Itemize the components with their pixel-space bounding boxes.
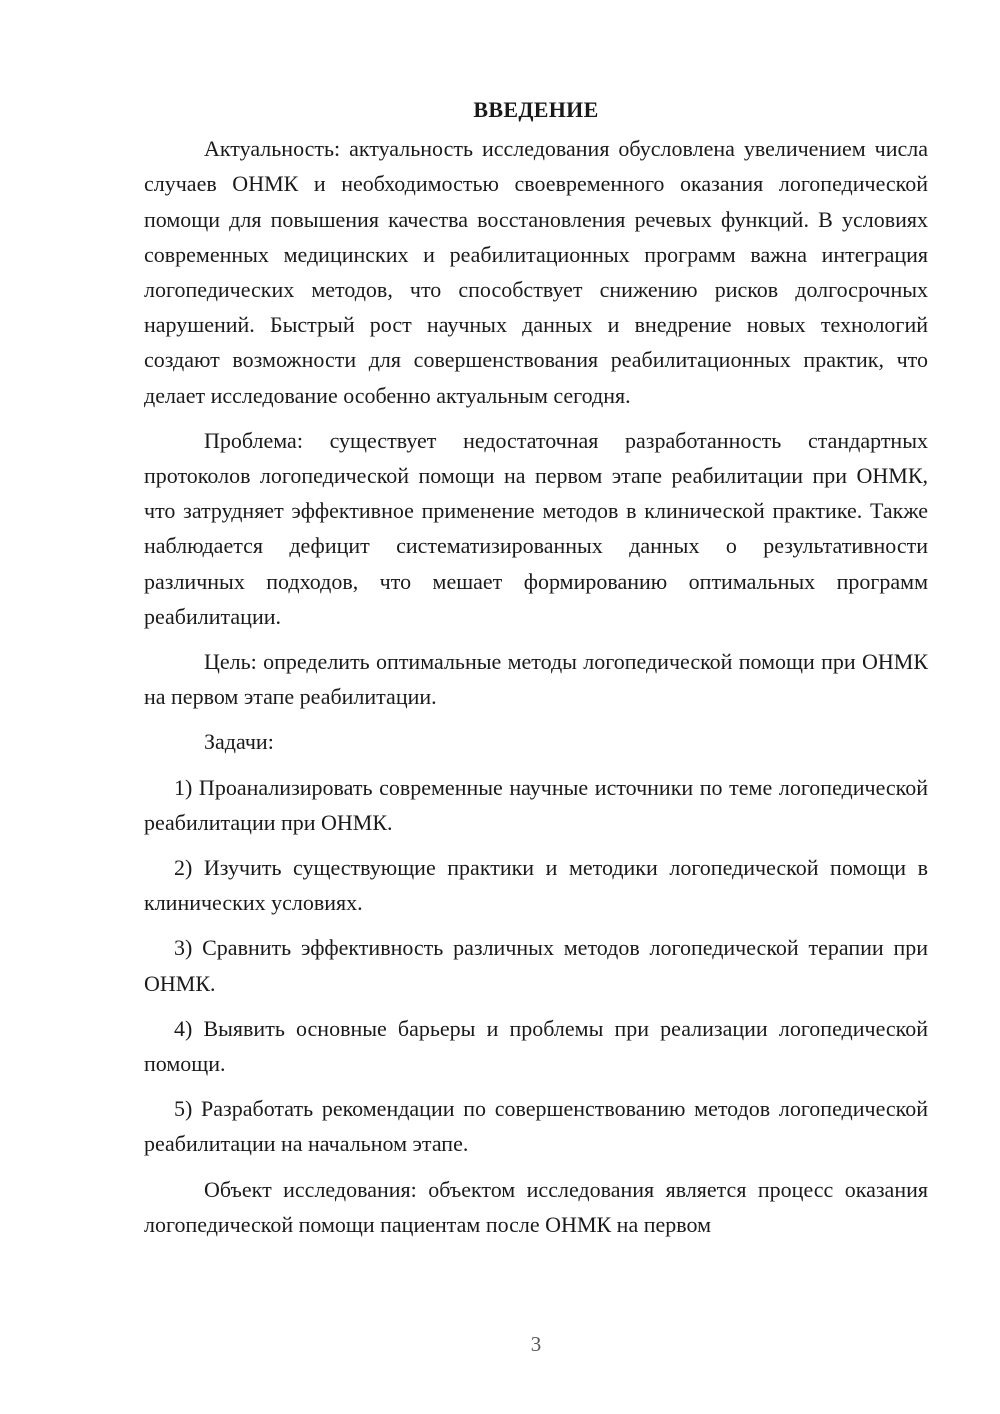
section-title: ВВЕДЕНИЕ [473, 97, 599, 122]
problem-paragraph: Проблема: существует недостаточная разработанность стандартных протоколов логопедической помощи на первом этапе реабилитации при ОНМК, что затрудняет эффективное применение методов в клинической практике. Также наблюдается дефицит систематизированных данных о результативности различных подходов, что мешает формированию оптимальных программ реабилитации. [144, 427, 928, 629]
task-item: 4) Выявить основные барьеры и проблемы при реализации логопедической помощи. [144, 1015, 928, 1077]
task-item: 5) Разработать рекомендации по совершенствованию методов логопедической реабилитации на начальном этапе. [144, 1096, 928, 1157]
task-item: 1) Проанализировать современные научные источники по теме логопедической реабилитации при ОНМК. [144, 774, 928, 835]
tasks-heading: Задачи: [204, 729, 274, 755]
object-paragraph: Объект исследования: объектом исследования является процесс оказания логопедической помощи пациентам после ОНМК на первом [144, 1176, 928, 1237]
task-item: 3) Сравнить эффективность различных методов логопедической терапии при ОНМК. [144, 935, 928, 996]
task-item: 2) Изучить существующие практики и методики логопедической помощи в клинических условиях. [144, 855, 928, 916]
document-page [144, 92, 928, 1252]
relevance-paragraph: Актуальность: актуальность исследования обусловлена увеличением числа случаев ОНМК и необходимостью своевременного оказания логопедической помощи для повышения качества восстановления речевых функций. В условиях современных медицинских и реабилитационных программ важна интеграция логопедических методов, что способствует снижению рисков долгосрочных нарушений. Быстрый рост научных данных и внедрение новых технологий создают возможности для совершенствования реабилитационных практик, что делает исследование особенно актуальным сегодня. [144, 136, 928, 408]
tasks-list [144, 770, 928, 1162]
goal-paragraph: Цель: определить оптимальные методы логопедической помощи при ОНМК на первом этапе реабилитации. [144, 649, 928, 710]
page-number: 3 [530, 1332, 542, 1356]
